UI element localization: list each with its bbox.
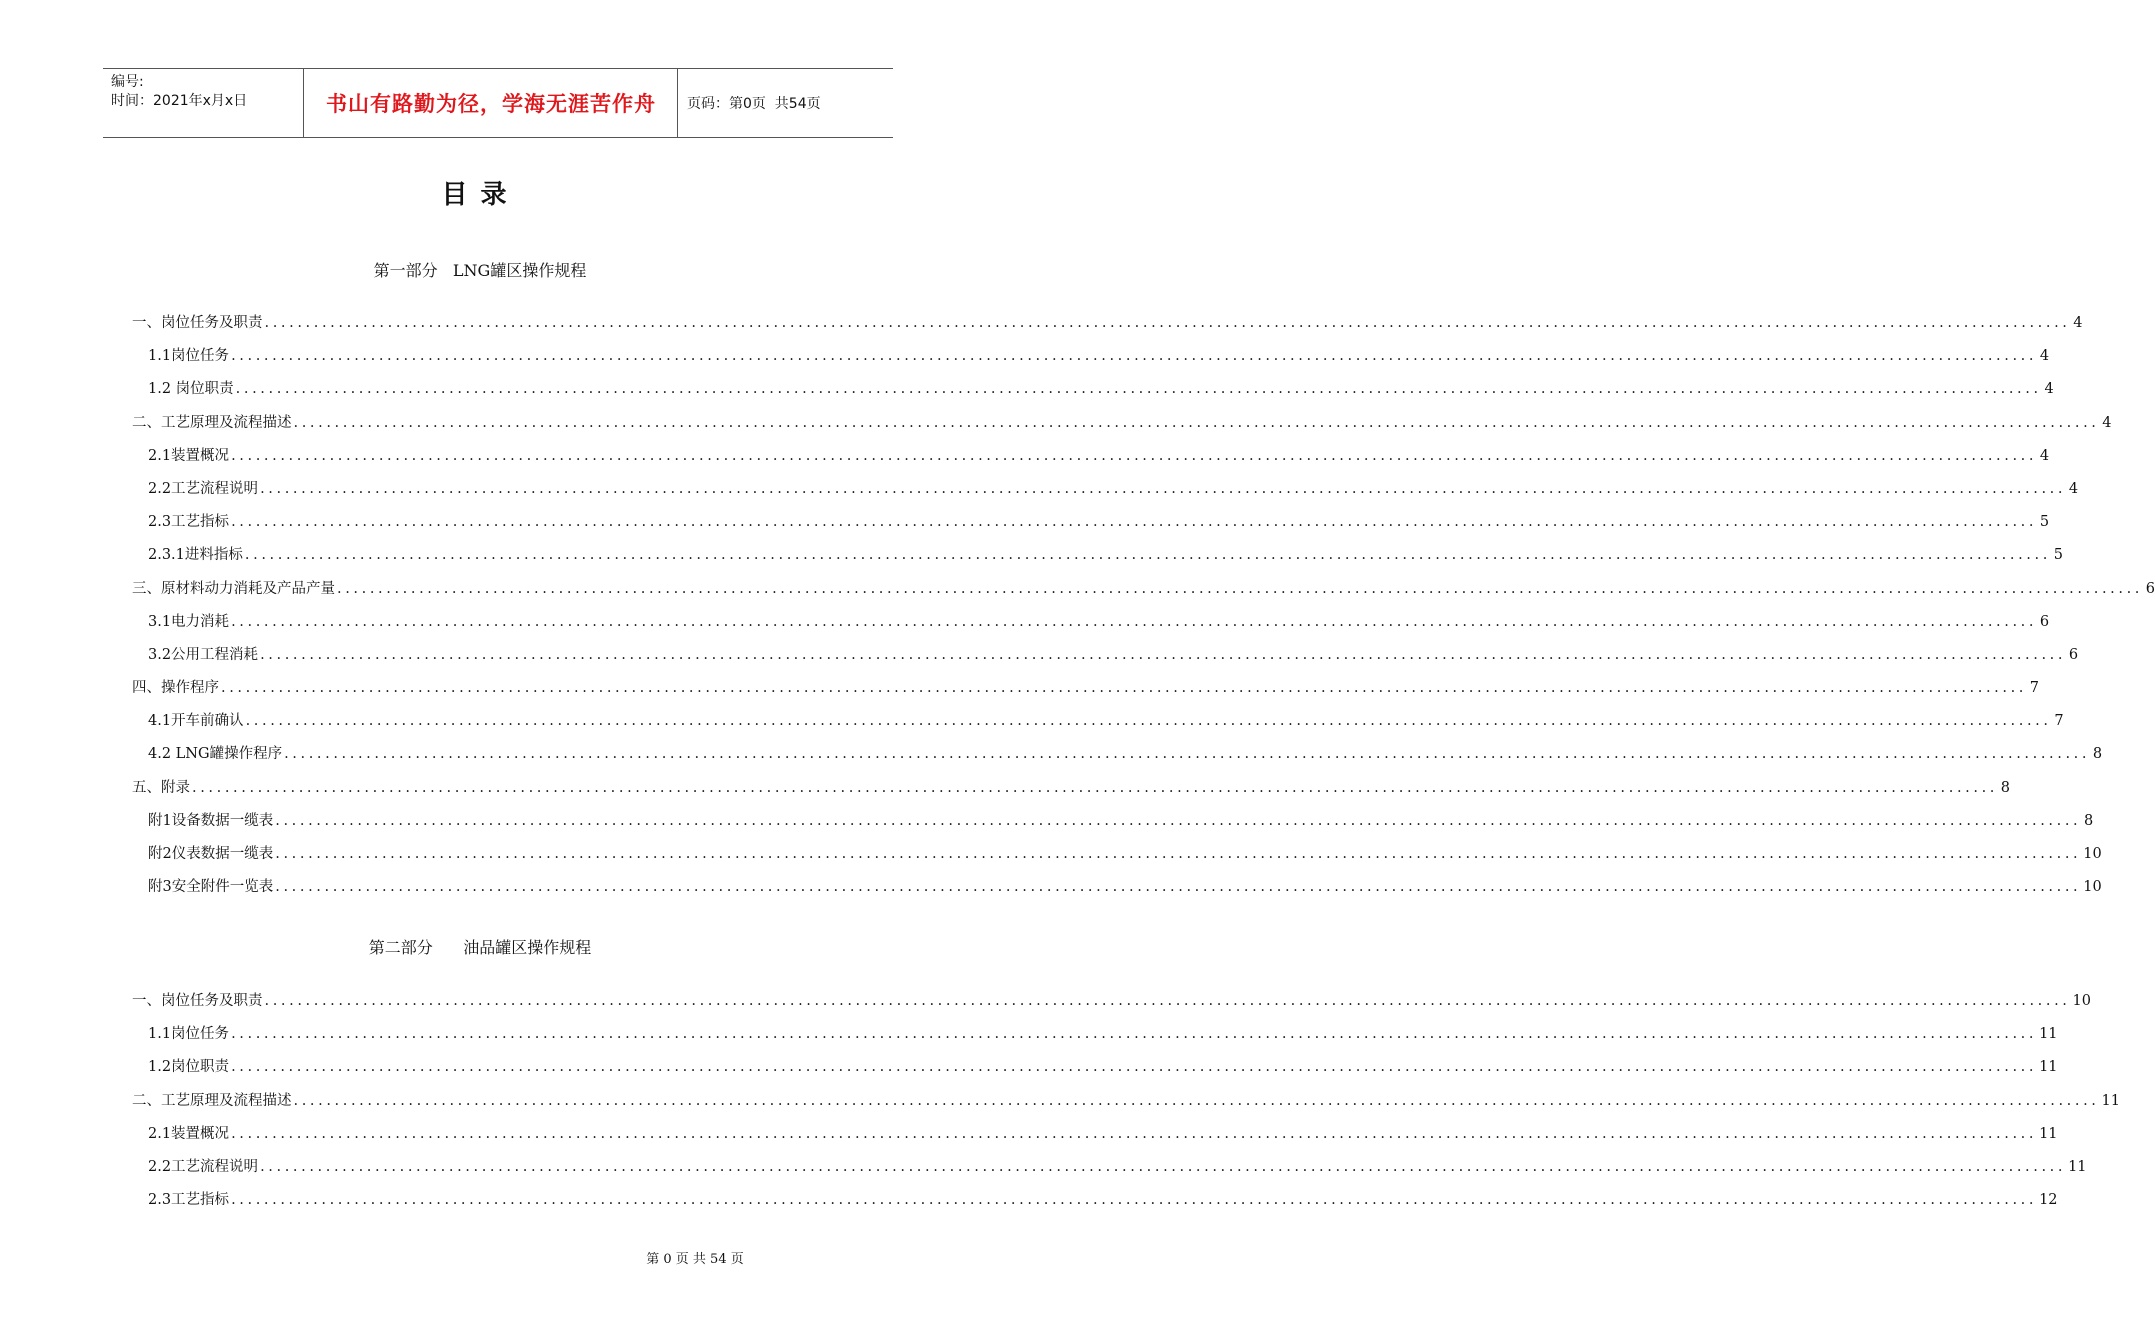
toc-entry[interactable] [132, 545, 2063, 578]
toc-leader-dots: ............................................................................................................................................................................................................................ [231, 613, 2038, 630]
toc-entry[interactable] [132, 1091, 2120, 1124]
toc-leader-dots: ............................................................................................................................................................................................................................ [245, 713, 2052, 730]
toc-leader-dots: ............................................................................................................................................................................................................................ [260, 1158, 2067, 1175]
toc-entry-label: 1.2 岗位职责 [148, 381, 234, 398]
toc-entry[interactable] [132, 1124, 2058, 1157]
toc-entry[interactable] [132, 1024, 2058, 1057]
toc-entry-page: 4 [2039, 447, 2050, 464]
toc-entry-label: 2.3.1进料指标 [148, 547, 243, 564]
toc-entry-label: 二、工艺原理及流程描述 [132, 1092, 292, 1109]
toc-entry-label: 4.2 LNG罐操作程序 [148, 746, 283, 763]
header-motto: 书山有路勤为径，学海无涯苦作舟 [326, 92, 656, 116]
toc-entry[interactable] [132, 744, 2103, 777]
toc-entry-page: 4 [2044, 381, 2054, 398]
toc-entry-label: 附3安全附件一览表 [148, 879, 274, 896]
page-header [103, 68, 893, 138]
toc-entry-page: 11 [2039, 1059, 2058, 1076]
toc-entry-label: 四、操作程序 [132, 680, 219, 697]
toc-entry-label: 1.1岗位任务 [148, 348, 230, 365]
toc-entry-label: 一、岗位任务及职责 [132, 315, 263, 331]
toc-leader-dots: ............................................................................................................................................................................................................................ [231, 348, 2038, 365]
toc-entry-label: 三、原材料动力消耗及产品产量 [132, 580, 335, 597]
toc-entry-page: 4 [2068, 480, 2079, 497]
toc-entry-label: 二、工艺原理及流程描述 [132, 414, 292, 431]
toc-entry-page: 8 [2000, 779, 2011, 796]
toc-entry-page: 7 [2029, 680, 2040, 697]
toc-entry[interactable] [132, 446, 2050, 479]
toc-leader-dots: ............................................................................................................................................................................................................................ [293, 414, 2100, 431]
toc-entry-page: 5 [2039, 514, 2050, 531]
toc-entry-label: 2.2工艺流程说明 [148, 1158, 259, 1175]
toc-entry-page: 4 [2102, 414, 2112, 431]
part2-toc [132, 991, 2120, 1223]
toc-entry[interactable] [132, 1190, 2058, 1223]
toc-entry[interactable] [132, 811, 2094, 844]
toc-leader-dots: ............................................................................................................................................................................................................................ [293, 1092, 2100, 1109]
toc-entry-page: 10 [2072, 993, 2091, 1009]
toc-leader-dots: ............................................................................................................................................................................................................................ [231, 514, 2038, 531]
toc-leader-dots: ............................................................................................................................................................................................................................ [244, 547, 2051, 564]
toc-entry-page: 11 [2068, 1158, 2087, 1175]
toc-entry-label: 2.3工艺指标 [148, 1192, 230, 1209]
toc-entry-page: 11 [2039, 1026, 2058, 1043]
page-footer: 第 0 页 共 54 页 [646, 1252, 744, 1267]
toc-leader-dots: ............................................................................................................................................................................................................................ [231, 1192, 2038, 1209]
toc-entry-label: 附2仪表数据一缆表 [148, 846, 274, 862]
toc-entry[interactable] [132, 778, 2011, 811]
toc-entry-page: 6 [2068, 646, 2079, 663]
toc-entry[interactable] [132, 1057, 2058, 1090]
page-info-text: 页码：第0页 共54页 [687, 96, 821, 112]
toc-entry-label: 一、岗位任务及职责 [132, 993, 263, 1009]
toc-entry[interactable] [132, 413, 2112, 446]
toc-leader-dots: ............................................................................................................................................................................................................................ [275, 846, 2082, 862]
toc-entry[interactable] [132, 711, 2064, 744]
toc-leader-dots: ............................................................................................................................................................................................................................ [231, 1125, 2038, 1142]
toc-entry[interactable] [132, 479, 2079, 512]
toc-leader-dots: ............................................................................................................................................................................................................................ [231, 447, 2038, 464]
toc-entry-label: 2.2工艺流程说明 [148, 480, 259, 497]
toc-entry-label: 4.1开车前确认 [148, 713, 244, 730]
toc-entry[interactable] [132, 1157, 2087, 1190]
toc-title: 目 录 [441, 180, 509, 210]
toc-entry-page: 12 [2039, 1192, 2058, 1209]
toc-entry-page: 8 [2084, 812, 2094, 829]
document-number-label: 编号: [111, 74, 144, 90]
toc-leader-dots: ............................................................................................................................................................................................................................ [260, 646, 2067, 663]
toc-leader-dots: ............................................................................................................................................................................................................................ [192, 779, 1999, 796]
toc-entry-label: 1.1岗位任务 [148, 1026, 230, 1043]
toc-entry[interactable] [132, 346, 2050, 379]
toc-entry-label: 五、附录 [132, 779, 190, 796]
header-meta [111, 73, 301, 111]
toc-entry[interactable] [132, 313, 2083, 346]
toc-entry[interactable] [132, 612, 2050, 645]
toc-leader-dots: ............................................................................................................................................................................................................................ [231, 1059, 2038, 1076]
toc-entry-page: 11 [2101, 1092, 2120, 1109]
toc-leader-dots: ............................................................................................................................................................................................................................ [275, 812, 2082, 829]
document-time-label: 时间：2021年x月x日 [111, 93, 248, 109]
toc-leader-dots: ............................................................................................................................................................................................................................ [264, 315, 2071, 331]
toc-entry-page: 5 [2053, 547, 2063, 564]
toc-leader-dots: ............................................................................................................................................................................................................................ [337, 580, 2144, 597]
header-divider [677, 69, 678, 137]
toc-leader-dots: ............................................................................................................................................................................................................................ [260, 480, 2067, 497]
part1-heading: 第一部分 LNG罐区操作规程 [373, 261, 587, 280]
toc-leader-dots: ............................................................................................................................................................................................................................ [284, 746, 2091, 763]
toc-entry[interactable] [132, 844, 2102, 877]
toc-entry-page: 4 [2073, 315, 2083, 331]
toc-entry[interactable] [132, 379, 2054, 412]
toc-entry-page: 7 [2054, 713, 2064, 730]
toc-entry[interactable] [132, 991, 2091, 1024]
toc-entry[interactable] [132, 645, 2079, 678]
toc-entry[interactable] [132, 877, 2102, 910]
toc-entry-page: 4 [2039, 348, 2050, 365]
toc-entry-label: 2.3工艺指标 [148, 514, 230, 531]
toc-entry-page: 8 [2092, 746, 2103, 763]
toc-leader-dots: ............................................................................................................................................................................................................................ [231, 1026, 2038, 1043]
part1-toc [132, 313, 2155, 910]
toc-leader-dots: ............................................................................................................................................................................................................................ [264, 993, 2071, 1009]
toc-entry[interactable] [132, 678, 2040, 711]
toc-entry-page: 6 [2039, 613, 2050, 630]
toc-entry-page: 6 [2145, 580, 2155, 597]
header-divider [303, 69, 304, 137]
header-page-info [687, 69, 887, 137]
toc-leader-dots: ............................................................................................................................................................................................................................ [221, 680, 2028, 697]
toc-entry[interactable] [132, 512, 2050, 545]
toc-entry-page: 10 [2083, 846, 2102, 862]
toc-entry-label: 1.2岗位职责 [148, 1059, 230, 1076]
toc-entry-page: 10 [2083, 879, 2102, 896]
toc-entry-page: 11 [2039, 1125, 2058, 1142]
toc-leader-dots: ............................................................................................................................................................................................................................ [275, 879, 2082, 896]
toc-entry-label: 3.1电力消耗 [148, 613, 230, 630]
toc-entry-label: 3.2公用工程消耗 [148, 646, 259, 663]
toc-entry-label: 2.1装置概况 [148, 1125, 230, 1142]
toc-leader-dots: ............................................................................................................................................................................................................................ [235, 381, 2042, 398]
toc-entry-label: 附1设备数据一缆表 [148, 812, 274, 829]
toc-entry-label: 2.1装置概况 [148, 447, 230, 464]
toc-entry[interactable] [132, 579, 2155, 612]
part2-heading: 第二部分 油品罐区操作规程 [368, 938, 592, 957]
